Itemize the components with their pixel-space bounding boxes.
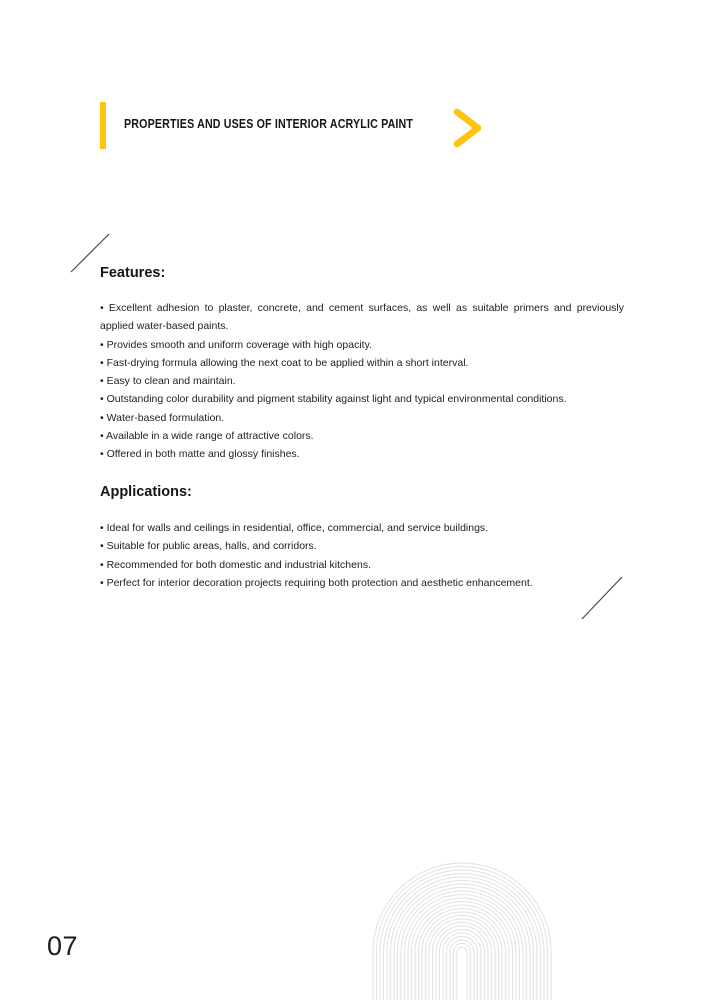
list-item: • Water-based formulation. <box>100 411 225 424</box>
list-item: • Perfect for interior decoration projects requiring both protection and aesthetic enhancement. <box>100 576 533 589</box>
list-item: • Offered in both matte and glossy finishes. <box>100 448 300 460</box>
list-item: • Outstanding color durability and pigment stability against light and typical environmental conditions. <box>100 393 567 406</box>
page-title: PROPERTIES AND USES OF INTERIOR ACRYLIC PAINT <box>124 116 414 131</box>
page-number: 07 <box>47 931 79 961</box>
accent-bar <box>100 102 106 149</box>
list-item: • Recommended for both domestic and industrial kitchens. <box>100 558 371 571</box>
applications-heading: Applications: <box>100 484 192 500</box>
list-item: • Ideal for walls and ceilings in residential, office, commercial, and service buildings. <box>100 522 489 534</box>
list-item: • Suitable for public areas, halls, and corridors. <box>100 540 317 553</box>
chevron-right-icon <box>454 108 482 148</box>
list-item: • Easy to clean and maintain. <box>100 375 236 387</box>
list-item: • Fast-drying formula allowing the next coat to be applied within a short interval. <box>100 356 469 369</box>
list-item: • Excellent adhesion to plaster, concrete, and cement surfaces, as well as suitable primers and previously applied water-based paints. <box>100 302 624 333</box>
features-heading: Features: <box>100 265 166 281</box>
applications-list <box>100 519 624 592</box>
list-item: • Available in a wide range of attractive colors. <box>100 429 314 442</box>
features-list <box>100 299 624 463</box>
list-item: • Provides smooth and uniform coverage with high opacity. <box>100 338 372 351</box>
concentric-arch-decoration <box>372 861 554 1000</box>
